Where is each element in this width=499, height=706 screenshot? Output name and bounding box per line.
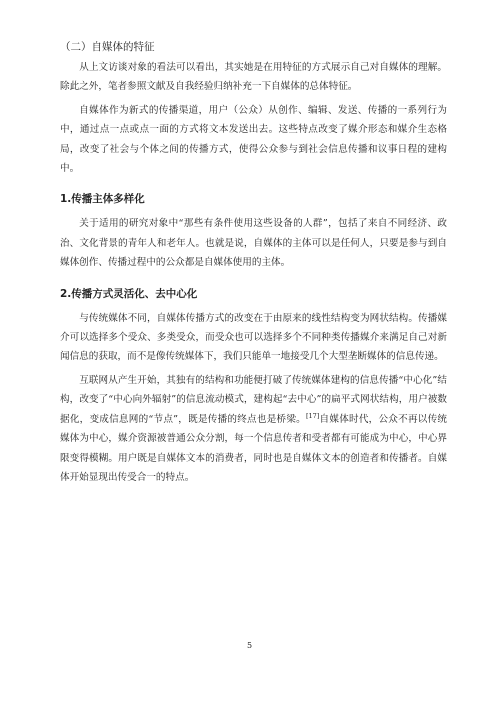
subsection-title-2: 2.传播方式灵活化、去中心化 — [60, 287, 198, 300]
subsection-title-1: 1.传播主体多样化 — [60, 193, 145, 206]
subsection-1-paragraph: 关于适用的研究对象中“那些有条件使用这些设备的人群”，包括了来自不同经济、政治、文化背景的青年人和老年人。也就是说，自媒体的主体可以是任何人，只要是参与到自媒体创作、传播过程中的公众都是自媒体使用的主体。 — [60, 218, 447, 269]
paragraph-text-after-reference: 自媒体时代，公众不再以传统媒体为中心，媒介资源被普通公众分割，每一个信息传者和受者都有可能成为中心，中心界限变得模糊。用户既是自媒体文本的消费者，同时也是自媒体文本的创造者和传播者。自媒体开始显现出传受合一的特点。 — [60, 413, 448, 483]
intro-paragraph-2: 自媒体作为新式的传播渠道，用户（公众）从创作、编辑、发送、传播的一系列行为中，通过点一点或点一面的方式将文本发送出去。这些特点改变了媒介形态和媒介生态格局，改变了社会与个体之间的传播方式，使得公众参与到社会信息传播和议事日程的建构中。 — [60, 104, 447, 175]
subsection-2-paragraph-1: 与传统媒体不同，自媒体传播方式的改变在于由原来的线性结构变为网状结构。传播媒介可以选择多个受众、多类受众，而受众也可以选择多个不同种类传播媒介来满足自己对新闻信息的获取，而不是像传统媒体下，我们只能单一地接受几个大型垄断媒体的信息传递。 — [60, 312, 447, 363]
intro-paragraph-1: 从上文访谈对象的看法可以看出，其实她是在用特征的方式展示自己对自媒体的理解。除此之外，笔者参照文献及自我经验归纳补充一下自媒体的总体特征。 — [60, 62, 447, 93]
subsection-2-paragraph-2 — [60, 371, 447, 487]
page-number: 5 — [246, 641, 253, 650]
citation-reference: [17] — [305, 411, 320, 420]
section-title: （二）自媒体的特征 — [60, 41, 155, 53]
paragraph-text-before-reference: 互联网从产生开始，其独有的结构和功能便打破了传统媒体建构的信息传播“中心化”结构，改变了“中心向外辐射”的信息流动模式，建构起“去中心”的扁平式网状结构，用户被数据化，变成信息网的“节点”，既是传播的终点也是桥梁。 — [60, 374, 447, 425]
